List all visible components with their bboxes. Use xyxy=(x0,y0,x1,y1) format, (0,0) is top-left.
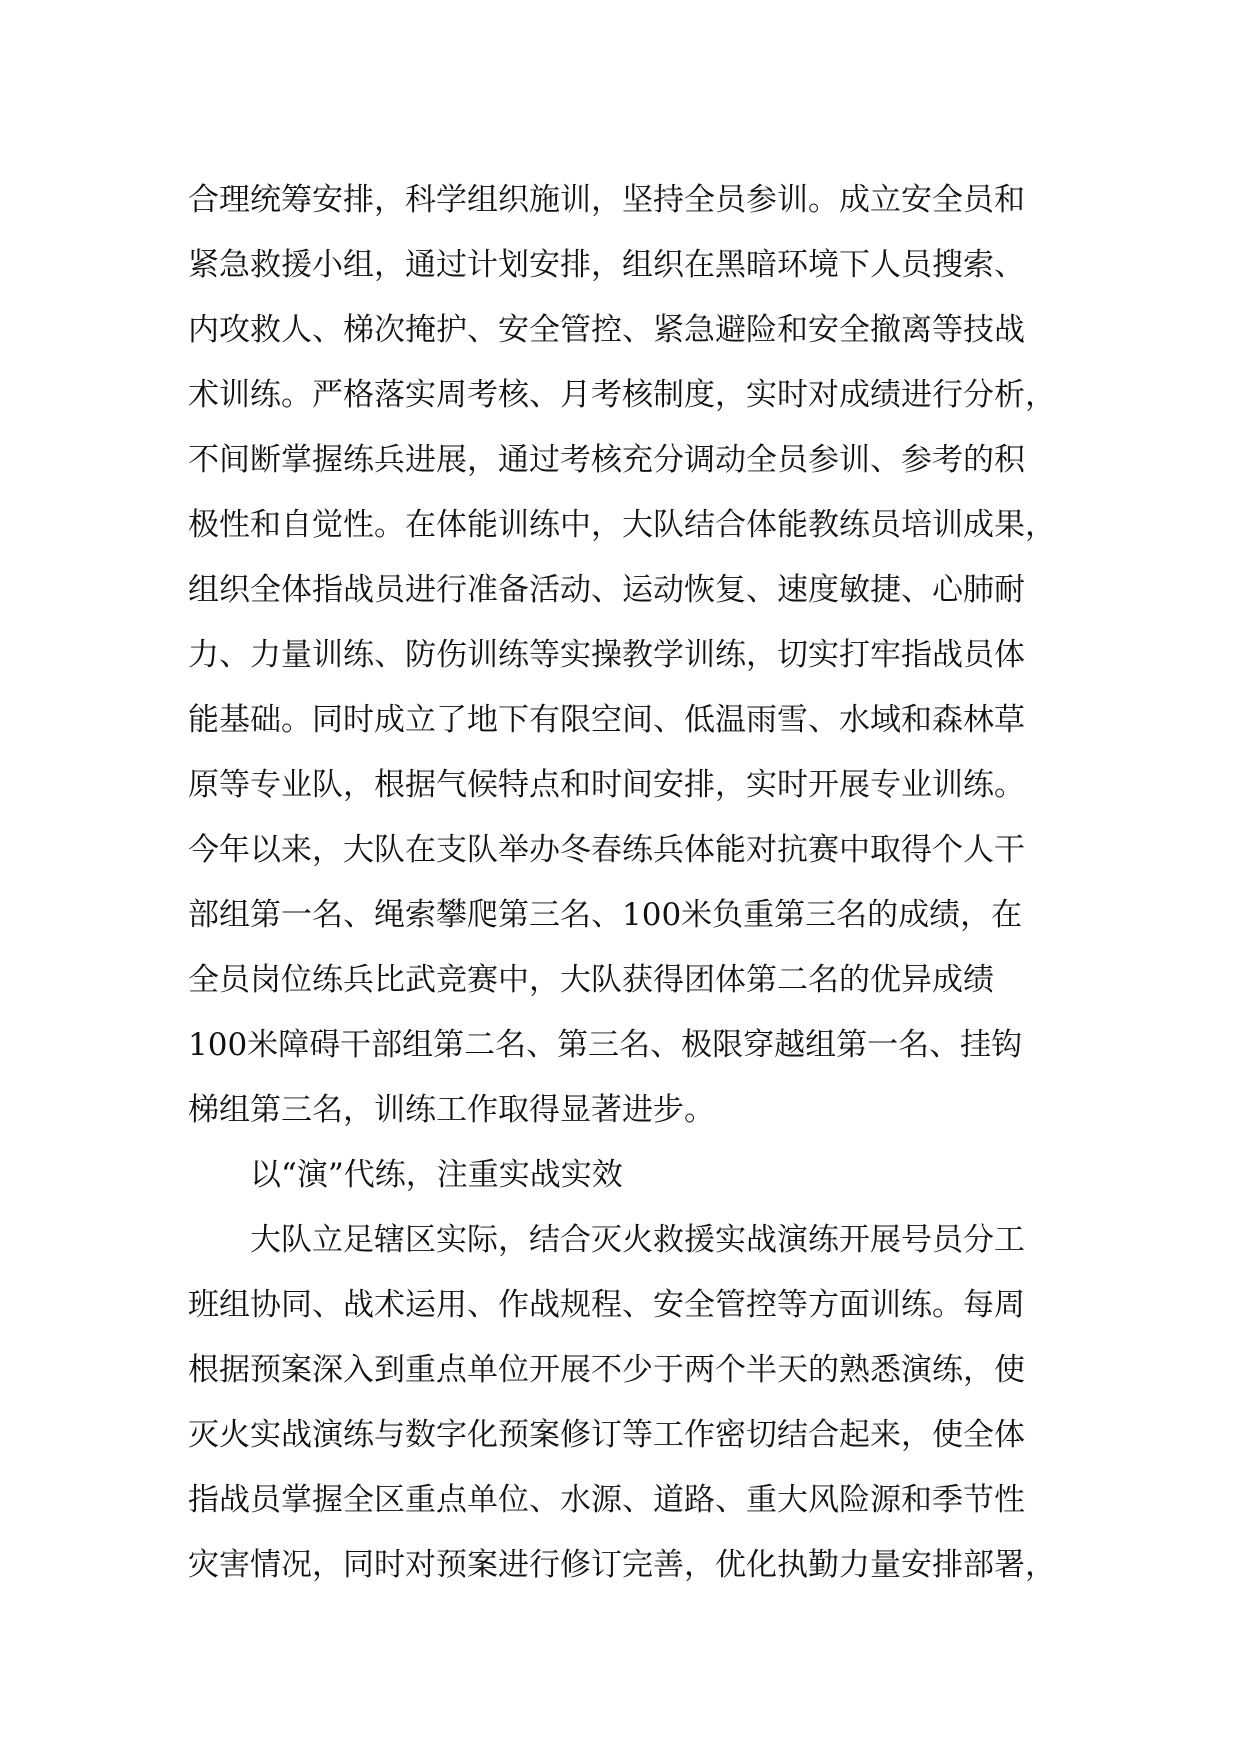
section-heading: 以“演”代练，注重实战实效 xyxy=(250,1157,623,1193)
paragraph-line: 术训练。严格落实周考核、月考核制度，实时对成绩进行分析， xyxy=(188,377,1056,413)
paragraph-line: 全员岗位练兵比武竞赛中，大队获得团体第二名的优异成绩 xyxy=(188,962,994,998)
paragraph-line: 100米障碍干部组第二名、第三名、极限穿越组第一名、挂钩 xyxy=(188,1027,1023,1063)
paragraph-line: 内攻救人、梯次掩护、安全管控、紧急避险和安全撤离等技战 xyxy=(188,312,1025,348)
paragraph-line: 梯组第三名，训练工作取得显著进步。 xyxy=(188,1092,715,1128)
paragraph-line: 灾害情况，同时对预案进行修订完善，优化执勤力量安排部署， xyxy=(188,1547,1056,1583)
paragraph-line: 班组协同、战术运用、作战规程、安全管控等方面训练。每周 xyxy=(188,1287,1025,1323)
document-page xyxy=(188,168,1088,1598)
paragraph-line: 组织全体指战员进行准备活动、运动恢复、速度敏捷、心肺耐 xyxy=(188,572,1025,608)
paragraph-line: 部组第一名、绳索攀爬第三名、100米负重第三名的成绩，在 xyxy=(188,897,1023,933)
paragraph-line: 原等专业队，根据气候特点和时间安排，实时开展专业训练。 xyxy=(188,767,1025,803)
paragraph-line: 力、力量训练、防伤训练等实操教学训练，切实打牢指战员体 xyxy=(188,637,1025,673)
paragraph-line: 不间断掌握练兵进展，通过考核充分调动全员参训、参考的积 xyxy=(188,442,1025,478)
paragraph-line: 灭火实战演练与数字化预案修订等工作密切结合起来，使全体 xyxy=(188,1417,1025,1453)
paragraph-line: 指战员掌握全区重点单位、水源、道路、重大风险源和季节性 xyxy=(188,1482,1025,1518)
paragraph-line: 能基础。同时成立了地下有限空间、低温雨雪、水域和森林草 xyxy=(188,702,1025,738)
paragraph-line: 大队立足辖区实际，结合灭火救援实战演练开展号员分工 xyxy=(250,1222,1025,1258)
paragraph-line: 合理统筹安排，科学组织施训，坚持全员参训。成立安全员和 xyxy=(188,182,1025,218)
paragraph-line: 极性和自觉性。在体能训练中，大队结合体能教练员培训成果， xyxy=(188,507,1056,543)
paragraph-line: 根据预案深入到重点单位开展不少于两个半天的熟悉演练，使 xyxy=(188,1352,1025,1388)
paragraph-line: 今年以来，大队在支队举办冬春练兵体能对抗赛中取得个人干 xyxy=(188,832,1025,868)
paragraph-line: 紧急救援小组，通过计划安排，组织在黑暗环境下人员搜索、 xyxy=(188,247,1025,283)
